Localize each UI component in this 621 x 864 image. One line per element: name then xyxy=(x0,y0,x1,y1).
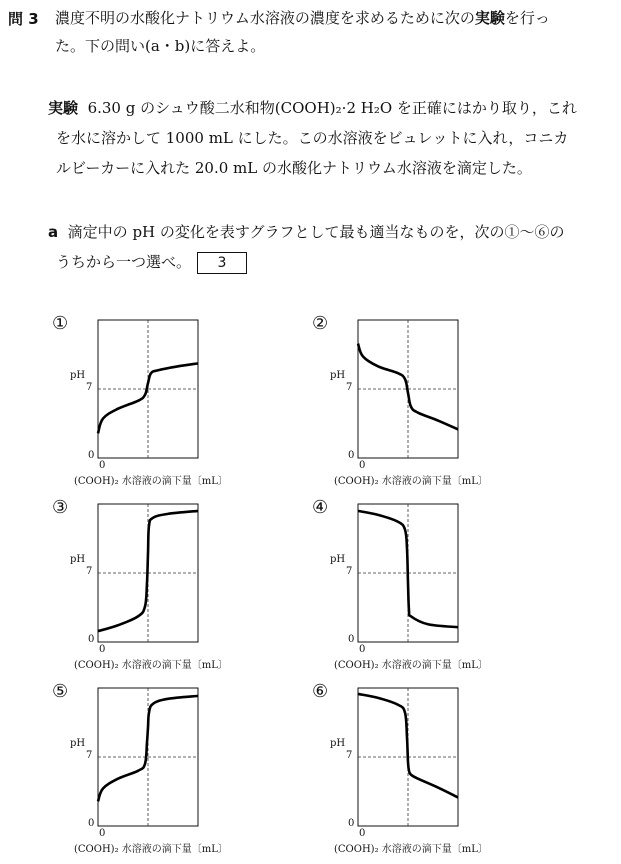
experiment-line-1 xyxy=(48,98,577,118)
origin-y: 0 xyxy=(348,818,355,829)
graph-svg xyxy=(312,681,532,864)
graph-svg xyxy=(52,313,272,496)
graph-svg xyxy=(52,497,272,680)
part-a-line-1-text: 滴定中の pH の変化を表すグラフとして最も適当なものを，次の①～⑥の xyxy=(67,223,565,241)
x-axis-label: (COOH)₂ 水溶液の滴下量〔mL〕 xyxy=(74,476,228,487)
graph-number: ③ xyxy=(52,497,69,518)
origin-y: 0 xyxy=(88,634,95,645)
graph-number: ④ xyxy=(312,497,329,518)
y-tick-7: 7 xyxy=(346,750,353,761)
origin-y: 0 xyxy=(88,450,95,461)
x-axis-label: (COOH)₂ 水溶液の滴下量〔mL〕 xyxy=(334,660,488,671)
origin-x: 0 xyxy=(359,644,366,655)
y-tick-7: 7 xyxy=(346,382,353,393)
question-line-2: た。下の問い(a・b)に答えよ。 xyxy=(55,37,266,55)
graph-svg xyxy=(312,313,532,496)
question-number: 問 3 xyxy=(8,10,39,28)
experiment-line-2: を水に溶かして 1000 mL にした。この水溶液をビュレットに入れ，コニカ xyxy=(56,129,569,147)
question-line-1-bold: 実験 xyxy=(474,9,505,27)
y-axis-label: pH xyxy=(330,370,346,382)
origin-x: 0 xyxy=(359,828,366,839)
y-tick-7: 7 xyxy=(346,566,353,577)
origin-x: 0 xyxy=(99,828,106,839)
graph-svg xyxy=(312,497,532,680)
graph-1 xyxy=(52,313,272,496)
x-axis-label: (COOH)₂ 水溶液の滴下量〔mL〕 xyxy=(74,844,228,855)
part-a-line-2-text: うちから一つ選べ。 xyxy=(56,253,192,271)
y-tick-7: 7 xyxy=(86,566,93,577)
origin-x: 0 xyxy=(99,460,106,471)
y-axis-label: pH xyxy=(70,554,86,566)
y-axis-label: pH xyxy=(330,738,346,750)
graph-number: ① xyxy=(52,313,69,334)
graph-number: ② xyxy=(312,313,329,334)
titration-curve xyxy=(358,511,458,627)
graph-2 xyxy=(312,313,532,496)
graph-number: ⑥ xyxy=(312,681,329,702)
graph-svg xyxy=(52,681,272,864)
experiment-label: 実験 xyxy=(48,99,79,117)
part-a-line-2 xyxy=(56,252,247,274)
part-a-line-1 xyxy=(48,222,564,242)
answer-box: 3 xyxy=(197,252,247,274)
graph-4 xyxy=(312,497,532,680)
y-tick-7: 7 xyxy=(86,382,93,393)
question-line-1-text: 濃度不明の水酸化ナトリウム水溶液の濃度を求めるために次の xyxy=(55,9,475,27)
origin-x: 0 xyxy=(99,644,106,655)
graph-5 xyxy=(52,681,272,864)
x-axis-label: (COOH)₂ 水溶液の滴下量〔mL〕 xyxy=(334,844,488,855)
x-axis-label: (COOH)₂ 水溶液の滴下量〔mL〕 xyxy=(334,476,488,487)
question-line-1-end: を行っ xyxy=(504,9,550,27)
graph-3 xyxy=(52,497,272,680)
titration-curve xyxy=(98,511,198,631)
origin-x: 0 xyxy=(359,460,366,471)
origin-y: 0 xyxy=(348,450,355,461)
origin-y: 0 xyxy=(348,634,355,645)
graph-number: ⑤ xyxy=(52,681,69,702)
y-axis-label: pH xyxy=(70,738,86,750)
question-line-1 xyxy=(55,8,550,28)
origin-y: 0 xyxy=(88,818,95,829)
x-axis-label: (COOH)₂ 水溶液の滴下量〔mL〕 xyxy=(74,660,228,671)
graph-6 xyxy=(312,681,532,864)
part-a-label: a xyxy=(48,223,59,241)
y-tick-7: 7 xyxy=(86,750,93,761)
y-axis-label: pH xyxy=(70,370,86,382)
experiment-line-3: ルビーカーに入れた 20.0 mL の水酸化ナトリウム水溶液を滴定した。 xyxy=(56,159,532,177)
experiment-line-1-text: 6.30 g のシュウ酸二水和物(COOH)₂·2 H₂O を正確にはかり取り，これ xyxy=(87,99,577,117)
y-axis-label: pH xyxy=(330,554,346,566)
